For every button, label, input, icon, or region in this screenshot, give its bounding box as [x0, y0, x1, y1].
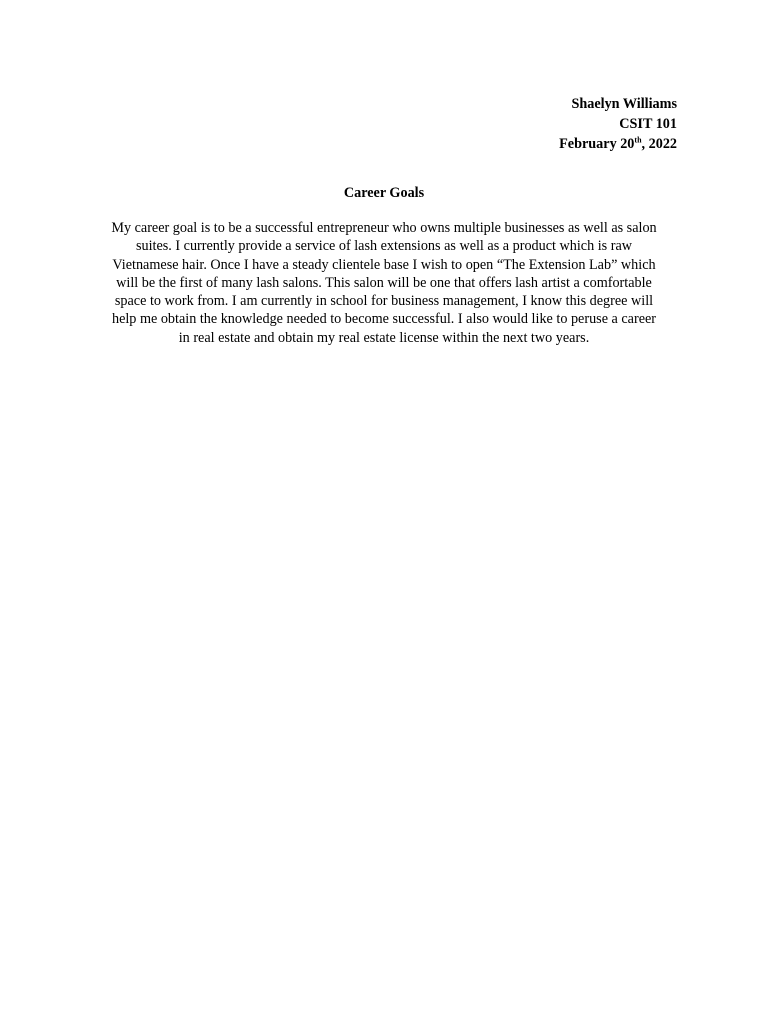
body-line: My career goal is to be a successful entrepreneur who owns multiple businesses as well as salon [111, 220, 657, 236]
body-line: Vietnamese hair. Once I have a steady clientele base I wish to open “The Extension Lab” which [112, 256, 656, 273]
body-line: help me obtain the knowledge needed to become successful. I also would like to peruse a career [111, 311, 657, 328]
date-prefix: February 20 [559, 136, 635, 152]
header-block [559, 94, 677, 154]
body-line: space to work from. I am currently in school for business management, I know this degree will [114, 293, 654, 310]
date-suffix: , 2022 [641, 136, 677, 152]
date-superscript: th [634, 135, 642, 145]
course-code: CSIT 101 [619, 116, 677, 132]
body-line: will be the first of many lash salons. This salon will be one that offers lash artist a comfortable [116, 274, 652, 291]
body-line: in real estate and obtain my real estate license within the next two years. [178, 329, 590, 346]
body-line: suites. I currently provide a service of lash extensions as well as a product which is raw [135, 238, 633, 255]
document-date [559, 134, 677, 154]
author-name: Shaelyn Williams [571, 96, 677, 112]
body-paragraph [88, 219, 680, 347]
document-title: Career Goals [343, 185, 425, 201]
